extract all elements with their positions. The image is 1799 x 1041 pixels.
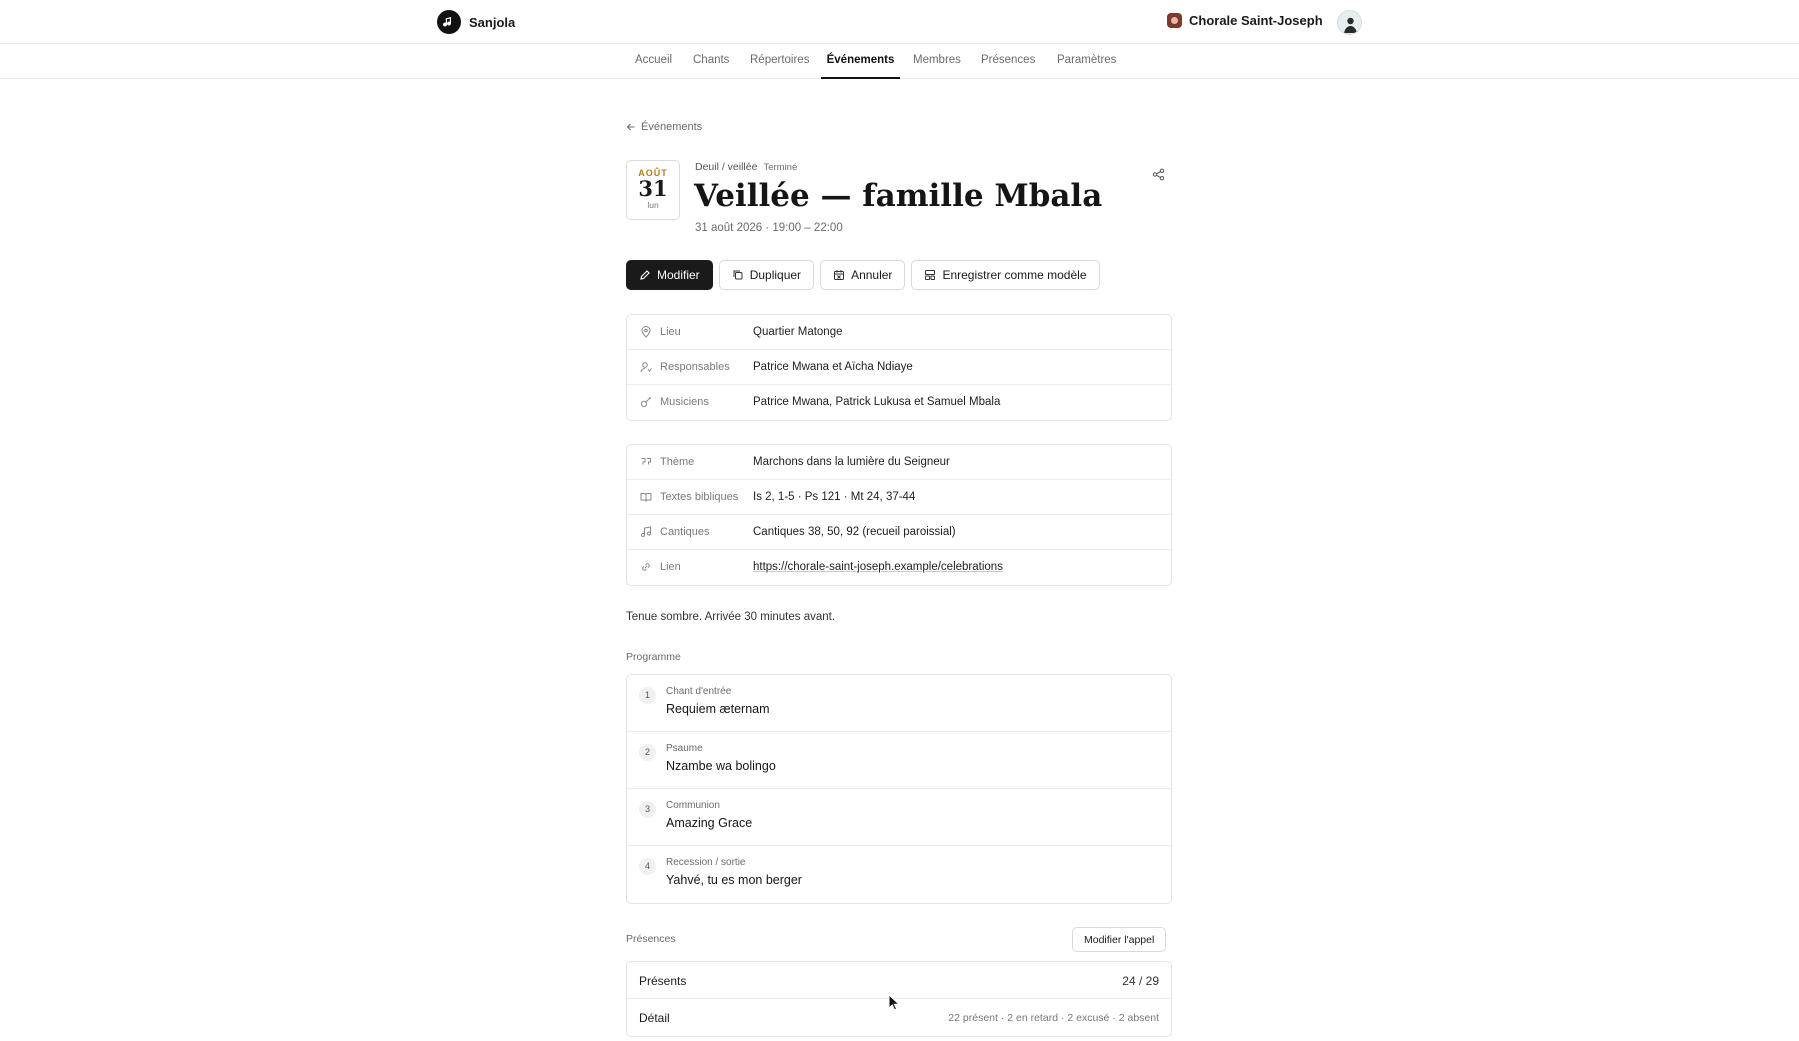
save-template-button-label: Enregistrer comme modèle (942, 268, 1087, 282)
nav-item-parametres[interactable]: Paramètres (1057, 54, 1117, 66)
org-name: Chorale Saint-Joseph (1189, 13, 1323, 28)
detail-label: Lieu (660, 326, 681, 338)
event-url-link[interactable]: https://chorale-saint-joseph.example/celebrations (753, 561, 1003, 573)
quote-icon (640, 456, 652, 468)
action-bar (626, 260, 1100, 290)
nav-item-membres[interactable]: Membres (913, 54, 961, 66)
back-link-label: Événements (641, 121, 703, 133)
book-icon (640, 491, 652, 503)
programme-item-kind: Psaume (666, 743, 703, 754)
detail-value: Patrice Mwana, Patrick Lukusa et Samuel Mbala (753, 396, 1001, 408)
liturgy-details-card (626, 444, 1172, 586)
calendar-x-icon (833, 269, 845, 281)
duplicate-button[interactable] (719, 260, 814, 290)
programme-item-title: Nzambe wa bolingo (666, 759, 776, 773)
detail-row-responsables (627, 350, 1171, 385)
programme-item-number: 4 (639, 858, 656, 875)
event-meta (695, 161, 797, 173)
detail-value: Is 2, 1-5 · Ps 121 · Mt 24, 37-44 (753, 491, 916, 503)
detail-label: Textes bibliques (660, 491, 739, 503)
event-datetime: 31 août 2026 · 19:00 – 22:00 (695, 222, 843, 234)
detail-row-musiciens (627, 385, 1171, 420)
edit-button[interactable] (626, 260, 713, 290)
event-day: 31 (638, 176, 668, 201)
pencil-icon (639, 269, 651, 281)
person-icon (640, 361, 652, 373)
detail-value: Patrice Mwana et Aïcha Ndiaye (753, 361, 913, 373)
share-button[interactable] (1152, 168, 1165, 186)
app-logo-icon (437, 10, 461, 34)
cancel-event-button-label: Annuler (851, 268, 893, 282)
present-label: Présents (639, 974, 687, 988)
music-note-icon (640, 526, 652, 538)
detail-row-cantiques (627, 515, 1171, 550)
programme-item[interactable] (627, 846, 1171, 903)
programme-item[interactable] (627, 675, 1171, 732)
share-icon (1152, 168, 1165, 181)
edit-button-label: Modifier (657, 268, 700, 282)
programme-item[interactable] (627, 732, 1171, 789)
detail-row-label: Détail (639, 1011, 670, 1025)
detail-value: Marchons dans la lumière du Seigneur (753, 456, 950, 468)
detail-row-lien (627, 550, 1171, 585)
programme-item-title: Amazing Grace (666, 816, 753, 830)
programme-item-kind: Recession / sortie (666, 857, 746, 868)
copy-icon (732, 269, 744, 281)
page-title: Veillée — famille Mbala (694, 178, 1103, 214)
detail-value: Cantiques 38, 50, 92 (recueil paroissial) (753, 526, 956, 538)
presences-breakdown: 22 présent · 2 en retard · 2 excusé · 2 absent (948, 1012, 1159, 1024)
event-date-badge (626, 160, 680, 220)
programme-list (626, 674, 1172, 904)
programme-item-number: 1 (639, 687, 656, 704)
user-avatar[interactable] (1337, 10, 1362, 35)
programme-item-number: 2 (639, 744, 656, 761)
event-note: Tenue sombre. Arrivée 30 minutes avant. (626, 611, 836, 623)
programme-item-kind: Communion (666, 800, 720, 811)
programme-item-kind: Chant d'entrée (666, 686, 732, 697)
template-icon (924, 269, 936, 281)
detail-row-lieu (627, 315, 1171, 350)
nav-item-repertoires[interactable]: Répertoires (750, 54, 810, 66)
org-badge-icon (1167, 13, 1182, 28)
status-badge: Terminé (763, 161, 798, 173)
app-name: Sanjola (469, 14, 516, 30)
link-icon (640, 561, 652, 573)
back-link[interactable] (626, 121, 702, 133)
main-nav (0, 44, 1799, 79)
edit-roll-call-button[interactable]: Modifier l'appel (1072, 927, 1166, 952)
programme-heading: Programme (626, 651, 681, 663)
detail-row-textes (627, 480, 1171, 515)
detail-label: Lien (660, 561, 681, 573)
nav-item-evenements[interactable]: Événements (821, 44, 900, 79)
present-count: 24 / 29 (1122, 974, 1159, 988)
detail-value: Quartier Matonge (753, 326, 843, 338)
detail-label: Musiciens (660, 396, 709, 408)
mouse-cursor-icon (888, 994, 900, 1012)
org-switcher[interactable] (1167, 13, 1346, 28)
nav-item-chants[interactable]: Chants (693, 54, 730, 66)
pin-icon (640, 326, 652, 338)
guitar-icon (640, 396, 652, 408)
event-details-card (626, 314, 1172, 421)
detail-label: Thème (660, 456, 695, 468)
detail-label: Cantiques (660, 526, 710, 538)
top-bar (0, 0, 1799, 44)
event-category: Deuil / veillée (695, 161, 758, 173)
save-template-button[interactable] (911, 260, 1099, 290)
programme-item-title: Yahvé, tu es mon berger (666, 873, 802, 887)
programme-item[interactable] (627, 789, 1171, 846)
cancel-event-button[interactable] (820, 260, 905, 290)
nav-item-accueil[interactable]: Accueil (635, 54, 673, 66)
presences-heading: Présences (626, 933, 676, 945)
event-weekday: lun (647, 200, 659, 210)
programme-item-title: Requiem æternam (666, 702, 770, 716)
detail-label: Responsables (660, 361, 730, 373)
duplicate-button-label: Dupliquer (749, 268, 802, 282)
brand-link[interactable] (437, 10, 515, 34)
programme-item-number: 3 (639, 801, 656, 818)
arrow-left-icon (626, 122, 636, 132)
event-month: AOÛT (638, 168, 668, 178)
detail-row-theme (627, 445, 1171, 480)
nav-item-presences[interactable]: Présences (981, 54, 1036, 66)
